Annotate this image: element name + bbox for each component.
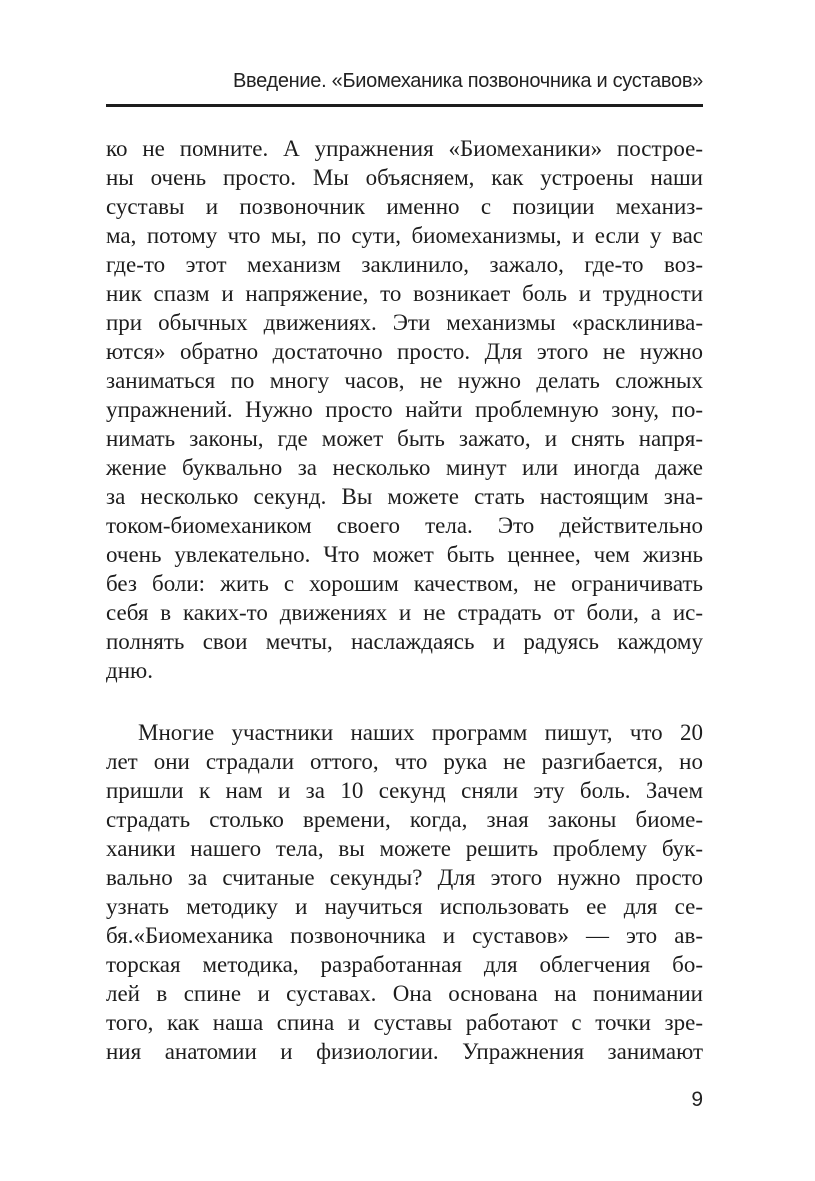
text-line: ханики нашего тела, вы можете решить проблему бук- — [106, 836, 703, 861]
text-line: полнять свои мечты, наслаждаясь и радуясь каждому — [106, 629, 703, 654]
paragraph — [106, 134, 703, 685]
text-line: за несколько секунд. Вы можете стать настоящим зна- — [106, 484, 703, 509]
text-line: пришли к нам и за 10 секунд сняли эту боль. Зачем — [106, 778, 703, 803]
running-header: Введение. «Биомеханика позвоночника и суставов» — [232, 70, 703, 92]
text-line: того, как наша спина и суставы работают с точки зре- — [106, 1010, 703, 1035]
text-line: нимать законы, где может быть зажато, и снять напря- — [106, 426, 703, 451]
paragraph — [106, 718, 703, 1066]
text-line: Многие участники наших программ пишут, что 20 — [138, 720, 703, 745]
text-line: вально за считаные секунды? Для этого нужно просто — [106, 865, 703, 890]
text-line: бя.«Биомеханика позвоночника и суставов» — это ав- — [106, 923, 703, 948]
header-rule-divider — [106, 104, 703, 107]
text-line: где-то этот механизм заклинило, зажало, где-то воз- — [106, 252, 703, 277]
text-line: при обычных движениях. Эти механизмы «расклинива- — [106, 310, 703, 335]
text-line: током-биомехаником своего тела. Это действительно — [106, 513, 703, 538]
text-line: страдать столько времени, когда, зная законы биоме- — [106, 807, 703, 832]
text-line: суставы и позвоночник именно с позиции механиз- — [106, 194, 703, 219]
text-line: узнать методику и научиться использовать ее для се- — [106, 894, 703, 919]
text-line: ются» обратно достаточно просто. Для этого не нужно — [106, 339, 703, 364]
text-line: ник спазм и напряжение, то возникает боль и трудности — [106, 281, 703, 306]
text-line: торская методика, разработанная для облегчения бо- — [106, 952, 703, 977]
text-line: упражнений. Нужно просто найти проблемную зону, по- — [106, 397, 703, 422]
body-text — [106, 134, 703, 1066]
text-line: лей в спине и суставах. Она основана на понимании — [106, 981, 703, 1006]
text-line: себя в каких-то движениях и не страдать от боли, а ис- — [106, 600, 703, 625]
text-line: без боли: жить с хорошим качеством, не ограничивать — [106, 571, 703, 596]
text-line: лет они страдали оттого, что рука не разгибается, но — [106, 749, 703, 774]
text-line: жение буквально за несколько минут или иногда даже — [106, 455, 703, 480]
text-line: ма, потому что мы, по сути, биомеханизмы, и если у вас — [106, 223, 703, 248]
text-line: очень увлекательно. Что может быть ценнее, чем жизнь — [106, 542, 703, 567]
text-line: ко не помните. А упражнения «Биомеханики» построе- — [106, 136, 703, 161]
page-number: 9 — [691, 1088, 703, 1111]
text-line: ны очень просто. Мы объясняем, как устроены наши — [106, 165, 703, 190]
text-line: ния анатомии и физиологии. Упражнения занимают — [106, 1039, 703, 1064]
text-line: заниматься по многу часов, не нужно делать сложных — [106, 368, 703, 393]
text-line: дню. — [106, 658, 153, 683]
